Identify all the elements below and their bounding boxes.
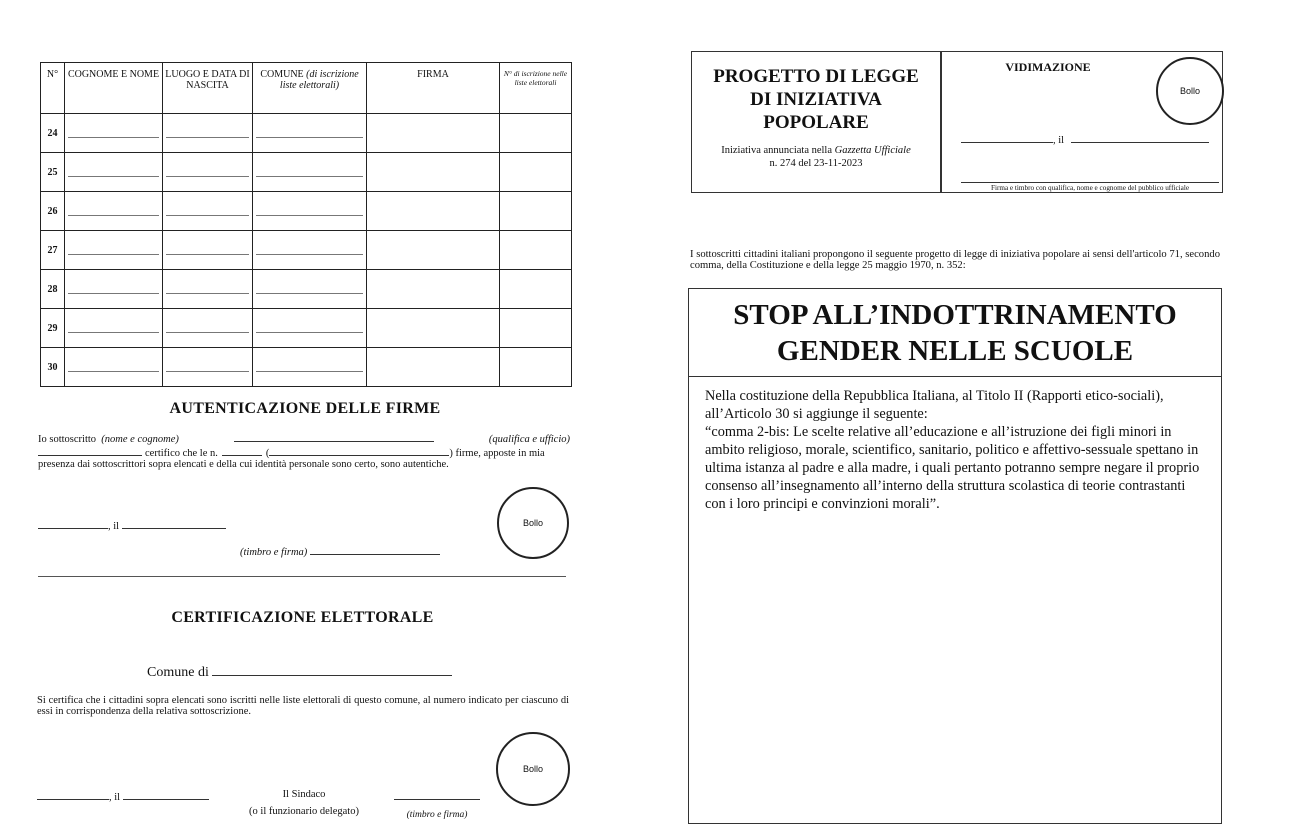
comune-field[interactable] xyxy=(212,662,452,676)
comune-cell[interactable] xyxy=(253,348,367,387)
comune-line: Comune di xyxy=(147,662,452,681)
birth-cell[interactable] xyxy=(163,348,253,387)
birth-cell[interactable] xyxy=(163,192,253,231)
row-number: 24 xyxy=(41,114,65,153)
divider xyxy=(38,576,566,577)
autenticazione-title: AUTENTICAZIONE DELLE FIRME xyxy=(169,400,441,417)
birth-cell[interactable] xyxy=(163,114,253,153)
col-number: N° xyxy=(41,63,65,114)
writing-line xyxy=(166,254,249,255)
writing-line xyxy=(256,137,363,138)
table-row xyxy=(41,348,572,387)
table-header xyxy=(41,63,572,114)
name-cell[interactable] xyxy=(65,192,163,231)
writing-line xyxy=(68,371,159,372)
writing-line xyxy=(68,215,159,216)
writing-line xyxy=(166,176,249,177)
auth-timbro: (timbro e firma) xyxy=(240,544,440,558)
row-number: 28 xyxy=(41,270,65,309)
birth-cell[interactable] xyxy=(163,270,253,309)
certificazione-text: Si certifica che i cittadini sopra elencati sono iscritti nelle liste elettorali di questo comune, al numero indicato per ciascuno di essi in corrispondenza della relativa sottoscrizione. xyxy=(37,695,569,717)
writing-line xyxy=(256,371,363,372)
writing-line xyxy=(256,332,363,333)
vid-firma-label: Firma e timbro con qualifica, nome e cognome del pubblico ufficiale xyxy=(961,182,1219,192)
comune-cell[interactable] xyxy=(253,192,367,231)
cert-place-field[interactable] xyxy=(37,789,109,800)
sindaco: Il Sindaco (o il funzionario delegato) xyxy=(249,789,359,817)
name-cell[interactable] xyxy=(65,231,163,270)
firma-cell[interactable] xyxy=(367,114,500,153)
iscrizione-cell[interactable] xyxy=(500,192,572,231)
cert-sign-field[interactable] xyxy=(394,789,480,800)
auth-place-field[interactable] xyxy=(38,518,108,529)
col-birth: LUOGO E DATA DI NASCITA xyxy=(163,63,253,114)
row-number: 26 xyxy=(41,192,65,231)
name-cell[interactable] xyxy=(65,114,163,153)
row-number: 27 xyxy=(41,231,65,270)
proposal-title-line2: GENDER NELLE SCUOLE xyxy=(776,335,1134,367)
auth-sign-field[interactable] xyxy=(310,544,440,555)
writing-line xyxy=(68,176,159,177)
auth-place-date: , il xyxy=(38,518,226,532)
name-cell[interactable] xyxy=(65,348,163,387)
vid-date-field[interactable] xyxy=(1071,132,1209,143)
writing-line xyxy=(166,215,249,216)
certificazione-title: CERTIFICAZIONE ELETTORALE xyxy=(171,609,434,626)
comune-cell[interactable] xyxy=(253,231,367,270)
firma-cell[interactable] xyxy=(367,231,500,270)
writing-line xyxy=(166,332,249,333)
auth-date-field[interactable] xyxy=(122,518,226,529)
writing-line xyxy=(166,293,249,294)
vid-place-field[interactable] xyxy=(961,132,1053,143)
role-field[interactable] xyxy=(38,445,142,456)
writing-line xyxy=(68,137,159,138)
vid-bollo-stamp: Bollo xyxy=(1156,57,1224,125)
count-field[interactable] xyxy=(222,445,262,456)
cert-date-field[interactable] xyxy=(123,789,209,800)
name-cell[interactable] xyxy=(65,153,163,192)
table-row xyxy=(41,309,572,348)
iscrizione-cell[interactable] xyxy=(500,153,572,192)
vidimazione-title: VIDIMAZIONE xyxy=(1005,60,1091,74)
table-row xyxy=(41,231,572,270)
name-field[interactable] xyxy=(234,431,434,442)
writing-line xyxy=(256,293,363,294)
cert-place-date: , il xyxy=(37,789,209,803)
writing-line xyxy=(68,254,159,255)
writing-line xyxy=(68,293,159,294)
project-title: PROGETTO DI LEGGE DI INIZIATIVA POPOLARE xyxy=(713,66,919,133)
project-title-box xyxy=(691,51,941,193)
writing-line xyxy=(256,176,363,177)
iscrizione-cell[interactable] xyxy=(500,309,572,348)
vidimazione-box xyxy=(941,51,1223,193)
row-number: 30 xyxy=(41,348,65,387)
firma-cell[interactable] xyxy=(367,270,500,309)
firma-cell[interactable] xyxy=(367,153,500,192)
cert-bollo-stamp: Bollo xyxy=(496,732,570,806)
row-number: 29 xyxy=(41,309,65,348)
col-comune: COMUNE (di iscrizione liste elettorali) xyxy=(253,63,367,114)
col-iscrizione: N° di iscrizione nelle liste elettorali xyxy=(500,63,572,114)
name-cell[interactable] xyxy=(65,270,163,309)
writing-line xyxy=(256,215,363,216)
col-name: COGNOME E NOME xyxy=(65,63,163,114)
birth-cell[interactable] xyxy=(163,153,253,192)
announcement: Iniziativa annunciata nella Gazzetta Ufficiale n. 274 del 23-11-2023 xyxy=(721,145,911,169)
proposal-title-line1: STOP ALL’INDOTTRINAMENTO xyxy=(733,299,1177,331)
row-number: 25 xyxy=(41,153,65,192)
table-row xyxy=(41,270,572,309)
firma-cell[interactable] xyxy=(367,192,500,231)
birth-cell[interactable] xyxy=(163,231,253,270)
count-words-field[interactable] xyxy=(269,445,449,456)
proposal-title xyxy=(689,289,1221,377)
proposal-box xyxy=(688,288,1222,824)
iscrizione-cell[interactable] xyxy=(500,231,572,270)
auth-bollo-stamp: Bollo xyxy=(497,487,569,559)
table-row xyxy=(41,114,572,153)
table-row xyxy=(41,153,572,192)
autenticazione-text: Io sottoscritto (nome e cognome) (qualifica e ufficio) certifico che le n. ( ) firme, apposte in mia presenza dai sottoscrittori sopra elencati e della cui identità personale sono certo, sono autentiche. xyxy=(38,431,570,470)
firma-cell[interactable] xyxy=(367,309,500,348)
proposal-body: Nella costituzione della Repubblica Italiana, al Titolo II (Rapporti etico-sociali), all’Articolo 30 si aggiunge il seguente: “comma 2-bis: Le scelte relative all’educazione e all’istruzione dei figli minori in ambito religioso, morale, scientifico, sanitario, politico e affettivo-sessuale spettano in ultima istanza al padre e alla madre, i quali pertanto potranno sempre negare il proprio consenso all’insegnamento all’interno della struttura scolastica di teorie contrastanti con i loro principi e convinzioni morali”. xyxy=(705,388,1200,512)
col-firma: FIRMA xyxy=(367,63,500,114)
firma-cell[interactable] xyxy=(367,348,500,387)
table-row xyxy=(41,192,572,231)
iscrizione-cell[interactable] xyxy=(500,348,572,387)
cert-sign: (timbro e firma) xyxy=(394,789,480,821)
comune-cell[interactable] xyxy=(253,114,367,153)
comune-cell[interactable] xyxy=(253,309,367,348)
iscrizione-cell[interactable] xyxy=(500,270,572,309)
name-cell[interactable] xyxy=(65,309,163,348)
writing-line xyxy=(256,254,363,255)
comune-cell[interactable] xyxy=(253,270,367,309)
birth-cell[interactable] xyxy=(163,309,253,348)
intro-text: I sottoscritti cittadini italiani propongono il seguente progetto di legge di iniziativa popolare ai sensi dell'articolo 71, secondo comma, della Costituzione e della legge 25 maggio 1970, n. 352: xyxy=(690,249,1220,271)
iscrizione-cell[interactable] xyxy=(500,114,572,153)
writing-line xyxy=(68,332,159,333)
comune-cell[interactable] xyxy=(253,153,367,192)
vid-place-date: , il xyxy=(961,132,1209,146)
writing-line xyxy=(166,137,249,138)
signatures-table xyxy=(40,62,572,387)
writing-line xyxy=(166,371,249,372)
